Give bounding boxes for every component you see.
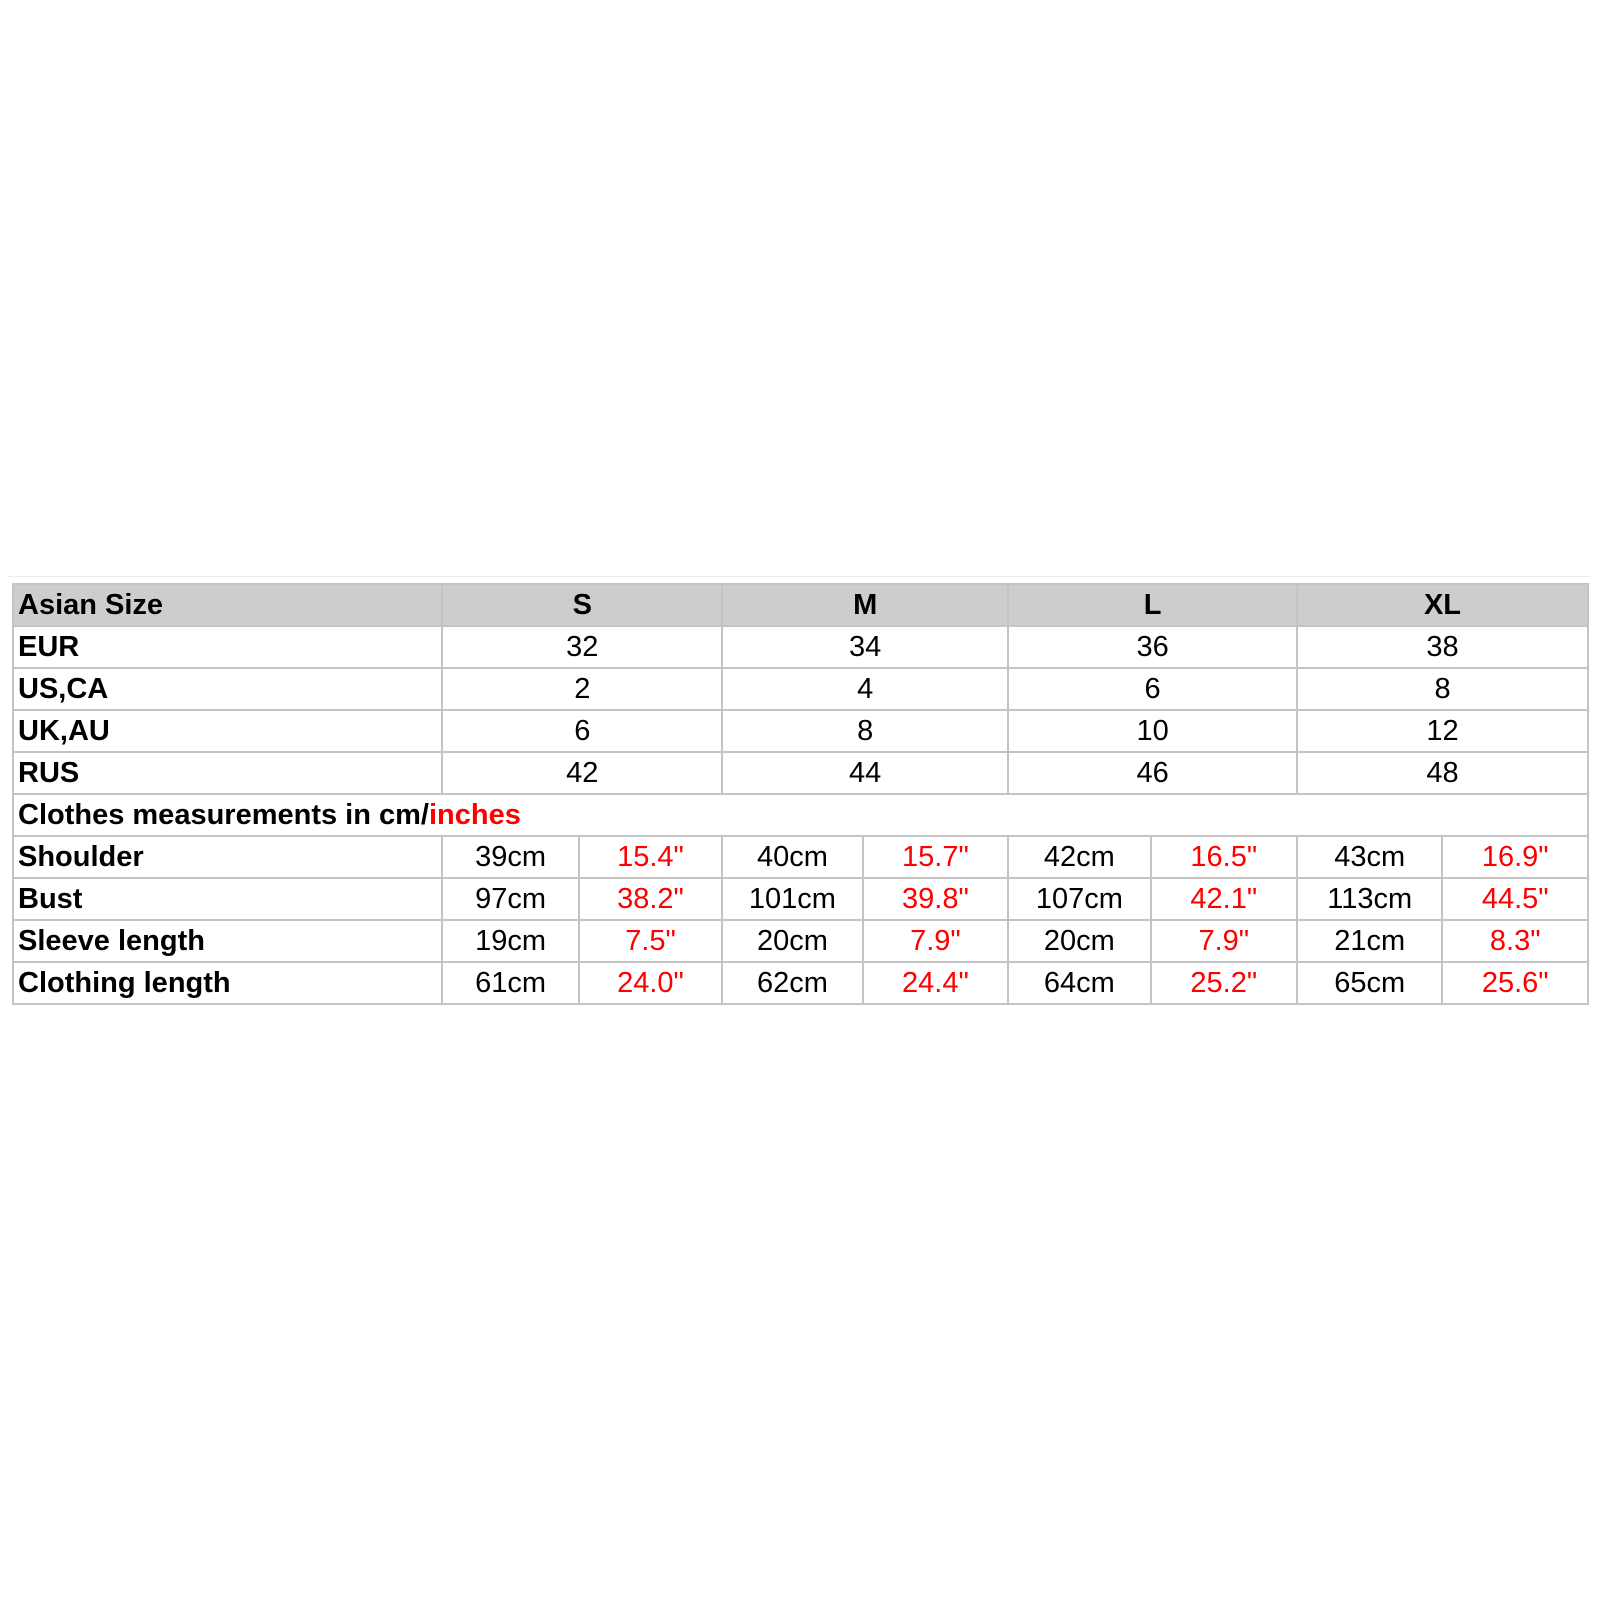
cm-value: 113cm (1297, 878, 1442, 920)
size-value: 48 (1297, 752, 1588, 794)
size-value: 8 (722, 710, 1008, 752)
row-label: Clothing length (13, 962, 442, 1004)
row-label: EUR (13, 626, 442, 668)
size-value: 12 (1297, 710, 1588, 752)
section-label-inches: inches (428, 798, 521, 831)
inch-value: 25.6" (1442, 962, 1588, 1004)
shoulder-row (13, 836, 1588, 878)
inch-value: 7.9" (863, 920, 1008, 962)
measurements-section-label (13, 794, 1588, 836)
cm-value: 20cm (722, 920, 862, 962)
row-label: Shoulder (13, 836, 442, 878)
inch-value: 24.4" (863, 962, 1008, 1004)
inch-value: 44.5" (1442, 878, 1588, 920)
size-xl-header: XL (1297, 584, 1588, 626)
size-chart-table (12, 583, 1589, 1005)
row-label: UK,AU (13, 710, 442, 752)
size-value: 32 (442, 626, 722, 668)
size-value: 42 (442, 752, 722, 794)
size-value: 10 (1008, 710, 1297, 752)
cm-value: 21cm (1297, 920, 1442, 962)
inch-value: 39.8" (863, 878, 1008, 920)
measurements-section-row (13, 794, 1588, 836)
size-m-header: M (722, 584, 1008, 626)
size-l-header: L (1008, 584, 1297, 626)
inch-value: 7.5" (579, 920, 722, 962)
size-value: 2 (442, 668, 722, 710)
size-value: 4 (722, 668, 1008, 710)
cm-value: 61cm (442, 962, 578, 1004)
inch-value: 15.4" (579, 836, 722, 878)
cm-value: 64cm (1008, 962, 1150, 1004)
section-label-prefix: Clothes measurements in cm/ (18, 798, 429, 831)
cm-value: 40cm (722, 836, 862, 878)
cm-value: 65cm (1297, 962, 1442, 1004)
inch-value: 7.9" (1151, 920, 1297, 962)
size-value: 44 (722, 752, 1008, 794)
inch-value: 16.9" (1442, 836, 1588, 878)
inch-value: 8.3" (1442, 920, 1588, 962)
uk-au-row (13, 710, 1588, 752)
size-value: 8 (1297, 668, 1588, 710)
cm-value: 43cm (1297, 836, 1442, 878)
row-label: US,CA (13, 668, 442, 710)
size-value: 46 (1008, 752, 1297, 794)
size-s-header: S (442, 584, 722, 626)
asian-size-label: Asian Size (13, 584, 442, 626)
inch-value: 15.7" (863, 836, 1008, 878)
rus-row (13, 752, 1588, 794)
sleeve-length-row (13, 920, 1588, 962)
cm-value: 19cm (442, 920, 578, 962)
size-header-row (13, 584, 1588, 626)
size-value: 36 (1008, 626, 1297, 668)
size-value: 6 (1008, 668, 1297, 710)
cm-value: 97cm (442, 878, 578, 920)
row-label: Sleeve length (13, 920, 442, 962)
eur-row (13, 626, 1588, 668)
row-label: Bust (13, 878, 442, 920)
size-value: 38 (1297, 626, 1588, 668)
inch-value: 38.2" (579, 878, 722, 920)
size-value: 34 (722, 626, 1008, 668)
clothing-length-row (13, 962, 1588, 1004)
cm-value: 107cm (1008, 878, 1150, 920)
us-ca-row (13, 668, 1588, 710)
inch-value: 42.1" (1151, 878, 1297, 920)
bust-row (13, 878, 1588, 920)
size-value: 6 (442, 710, 722, 752)
inch-value: 24.0" (579, 962, 722, 1004)
cm-value: 42cm (1008, 836, 1150, 878)
inch-value: 25.2" (1151, 962, 1297, 1004)
cm-value: 20cm (1008, 920, 1150, 962)
cm-value: 62cm (722, 962, 862, 1004)
row-label: RUS (13, 752, 442, 794)
inch-value: 16.5" (1151, 836, 1297, 878)
cm-value: 39cm (442, 836, 578, 878)
cm-value: 101cm (722, 878, 862, 920)
